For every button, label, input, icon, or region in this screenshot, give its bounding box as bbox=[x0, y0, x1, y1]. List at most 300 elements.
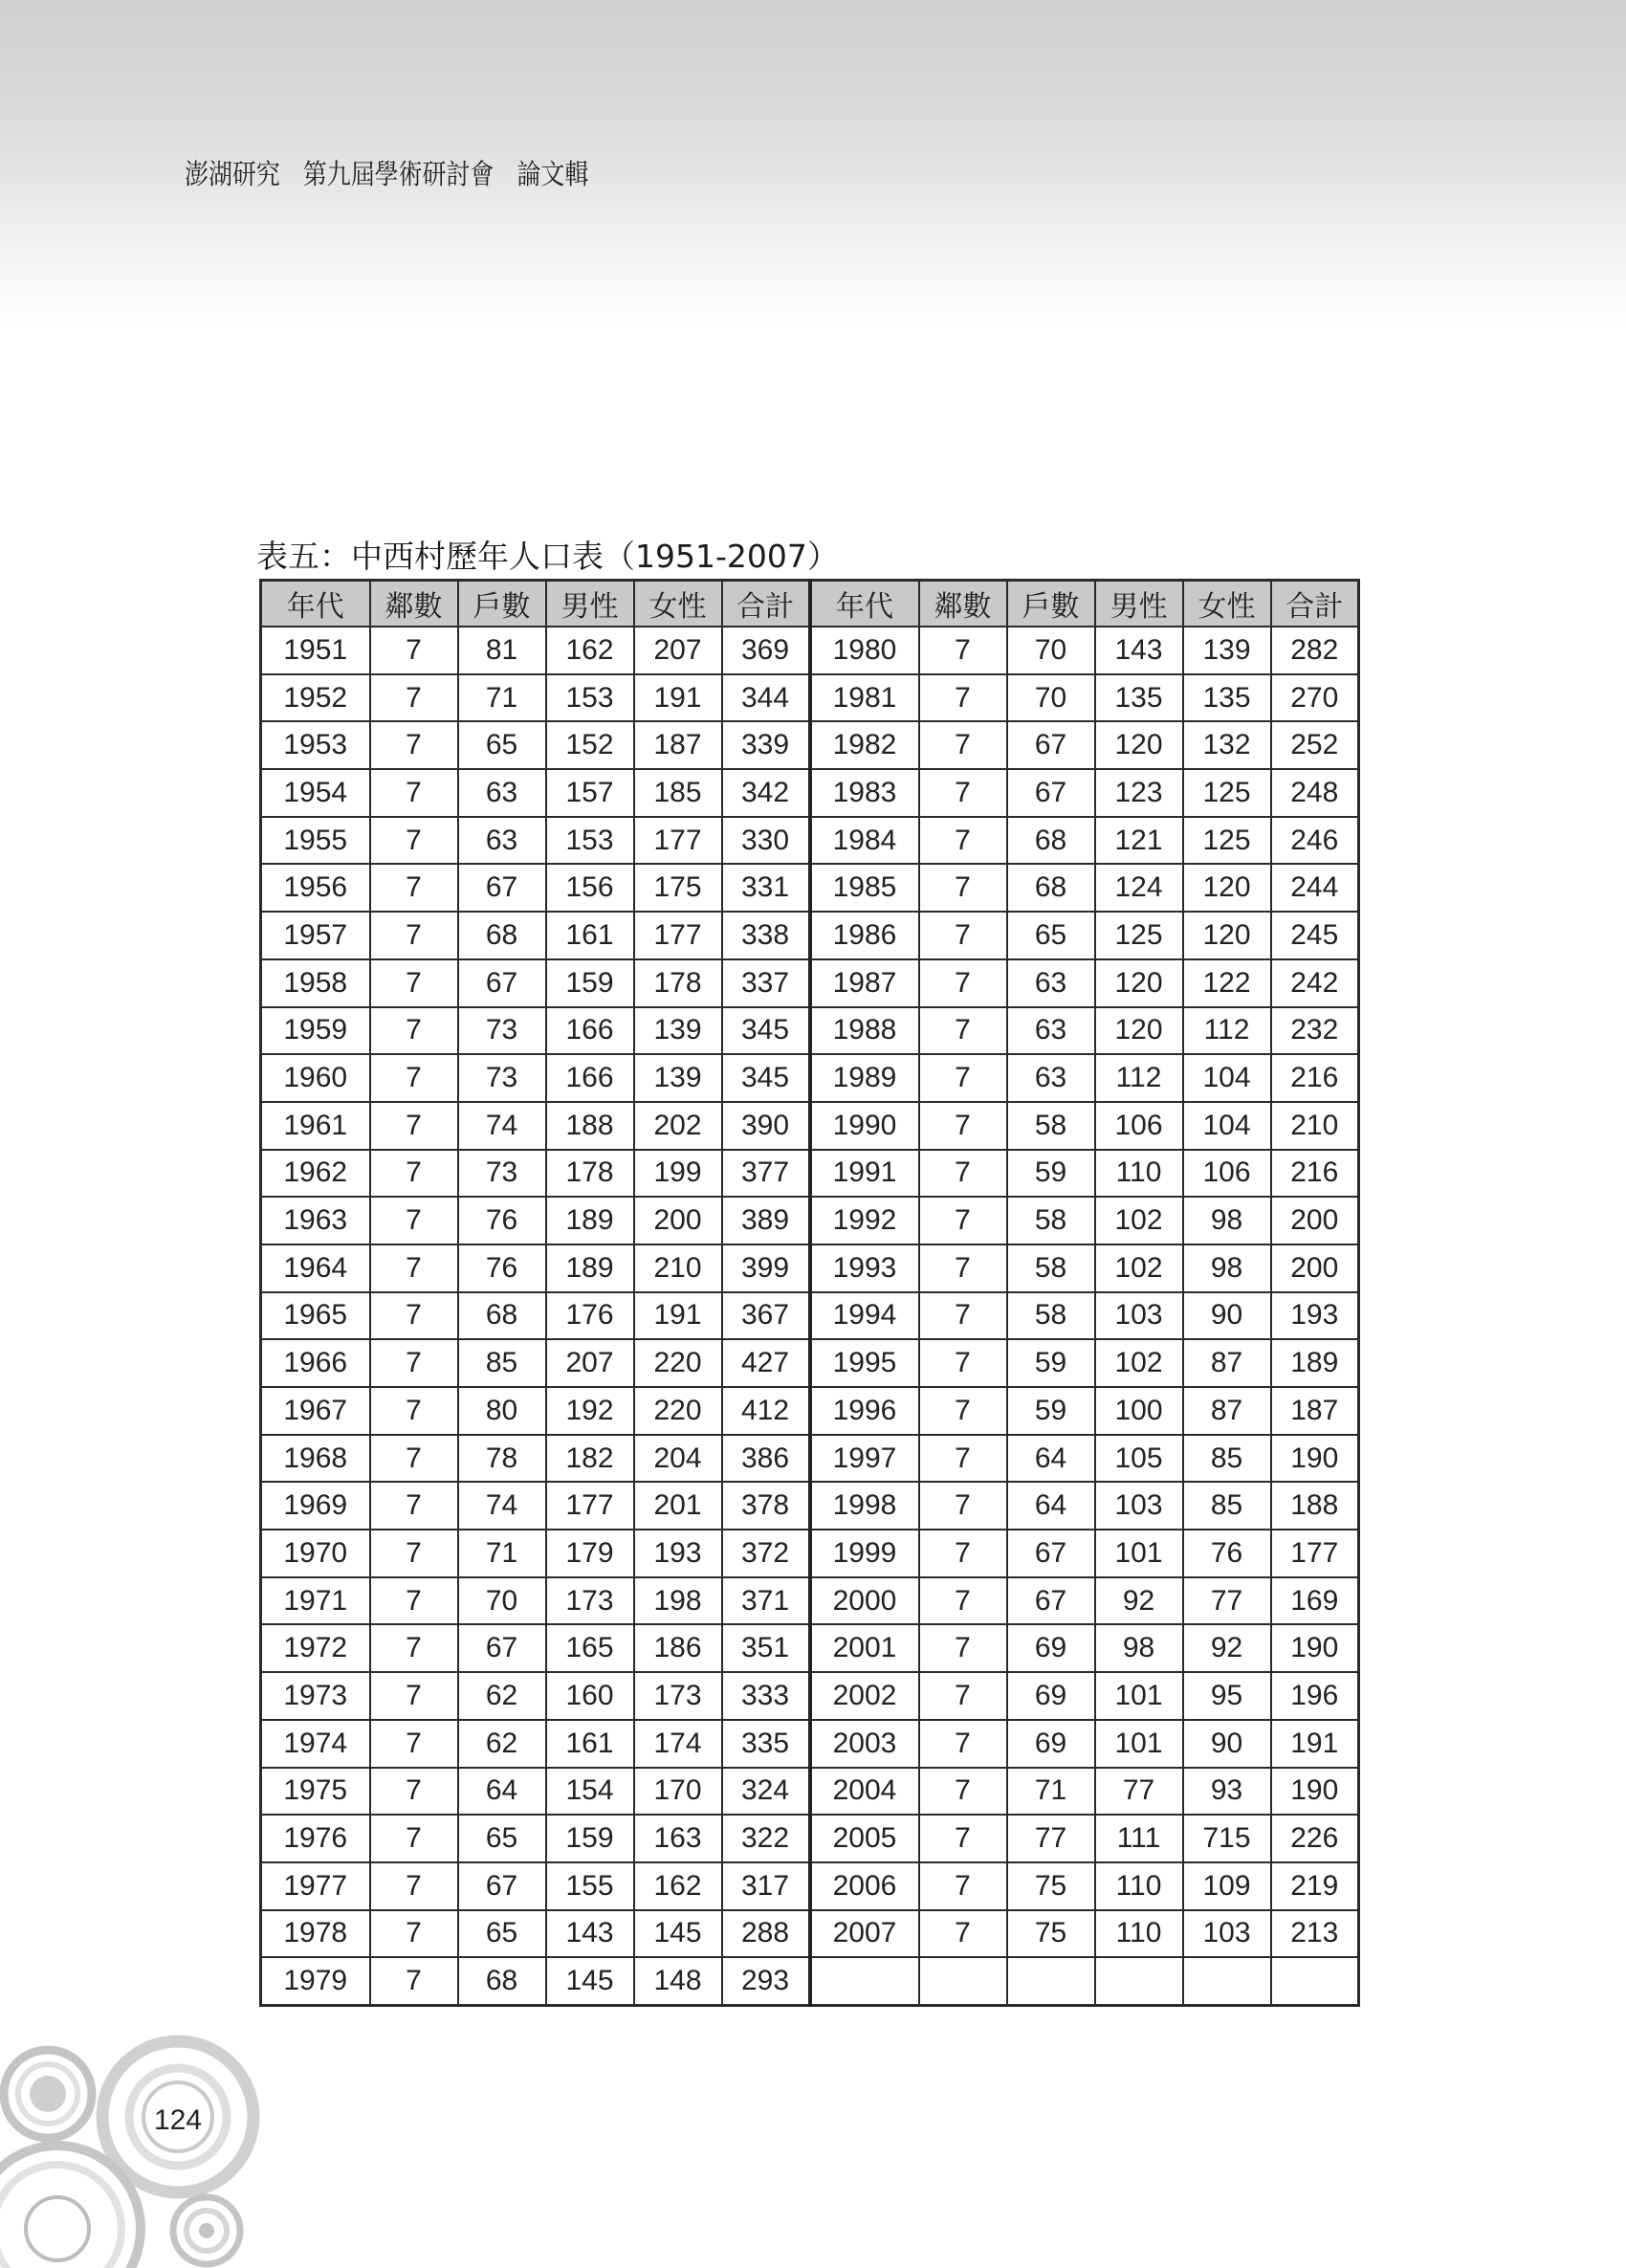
table-cell: 110 bbox=[1095, 1862, 1183, 1910]
table-cell: 64 bbox=[1007, 1482, 1095, 1530]
table-cell: 177 bbox=[634, 912, 722, 959]
table-cell: 220 bbox=[634, 1387, 722, 1435]
year-cell: 1966 bbox=[261, 1339, 370, 1387]
table-cell: 166 bbox=[546, 1007, 634, 1055]
table-cell: 62 bbox=[458, 1720, 546, 1768]
column-header: 鄰數 bbox=[370, 581, 458, 628]
table-cell: 7 bbox=[919, 912, 1007, 959]
table-cell: 98 bbox=[1095, 1624, 1183, 1672]
table-cell: 139 bbox=[634, 1054, 722, 1102]
table-cell: 7 bbox=[370, 1720, 458, 1768]
table-cell: 715 bbox=[1183, 1815, 1271, 1862]
table-cell: 344 bbox=[722, 674, 810, 722]
table-cell: 324 bbox=[722, 1768, 810, 1816]
table-cell: 386 bbox=[722, 1435, 810, 1483]
table-cell: 226 bbox=[1271, 1815, 1359, 1862]
table-cell: 187 bbox=[634, 721, 722, 769]
table-cell: 220 bbox=[634, 1339, 722, 1387]
table-cell: 71 bbox=[458, 674, 546, 722]
table-row bbox=[261, 1339, 1359, 1387]
table-cell: 63 bbox=[458, 769, 546, 817]
table-row bbox=[261, 1624, 1359, 1672]
table-cell: 135 bbox=[1095, 674, 1183, 722]
table-cell: 7 bbox=[370, 1292, 458, 1340]
table-cell: 198 bbox=[634, 1577, 722, 1625]
table-cell: 189 bbox=[1271, 1339, 1359, 1387]
table-row bbox=[261, 1435, 1359, 1483]
table-cell: 177 bbox=[1271, 1530, 1359, 1577]
table-cell: 232 bbox=[1271, 1007, 1359, 1055]
table-cell: 7 bbox=[919, 1672, 1007, 1720]
table-cell: 7 bbox=[370, 1339, 458, 1387]
running-head-proceedings: 論文輯 bbox=[516, 158, 589, 190]
table-row bbox=[261, 674, 1359, 722]
table-row bbox=[261, 1387, 1359, 1435]
year-cell: 2000 bbox=[810, 1577, 919, 1625]
table-header-row bbox=[261, 581, 1359, 628]
table-cell: 105 bbox=[1095, 1435, 1183, 1483]
table-cell: 166 bbox=[546, 1054, 634, 1102]
table-cell: 120 bbox=[1095, 1007, 1183, 1055]
table-cell: 71 bbox=[458, 1530, 546, 1577]
table-cell: 216 bbox=[1271, 1150, 1359, 1198]
table-cell: 67 bbox=[458, 959, 546, 1007]
table-row bbox=[261, 721, 1359, 769]
year-cell: 1988 bbox=[810, 1007, 919, 1055]
year-cell: 1982 bbox=[810, 721, 919, 769]
table-cell: 199 bbox=[634, 1150, 722, 1198]
population-table bbox=[259, 579, 1360, 2007]
table-cell: 148 bbox=[634, 1957, 722, 2005]
table-cell: 81 bbox=[458, 627, 546, 674]
year-cell: 1991 bbox=[810, 1150, 919, 1198]
year-cell: 1992 bbox=[810, 1197, 919, 1244]
table-cell: 73 bbox=[458, 1150, 546, 1198]
year-cell: 1977 bbox=[261, 1862, 370, 1910]
table-row bbox=[261, 769, 1359, 817]
year-cell: 1979 bbox=[261, 1957, 370, 2005]
table-cell: 160 bbox=[546, 1672, 634, 1720]
year-cell: 1989 bbox=[810, 1054, 919, 1102]
table-cell: 7 bbox=[370, 1624, 458, 1672]
table-cell: 165 bbox=[546, 1624, 634, 1672]
table-cell: 7 bbox=[370, 864, 458, 912]
table-cell: 123 bbox=[1095, 769, 1183, 817]
table-cell: 210 bbox=[1271, 1102, 1359, 1150]
year-cell: 1952 bbox=[261, 674, 370, 722]
table-cell: 7 bbox=[370, 959, 458, 1007]
table-row bbox=[261, 959, 1359, 1007]
table-cell: 7 bbox=[370, 1102, 458, 1150]
table-cell: 67 bbox=[1007, 769, 1095, 817]
table-cell: 143 bbox=[546, 1910, 634, 1958]
table-row bbox=[261, 1720, 1359, 1768]
table-cell: 169 bbox=[1271, 1577, 1359, 1625]
year-cell: 1996 bbox=[810, 1387, 919, 1435]
table-cell: 65 bbox=[458, 1815, 546, 1862]
table-cell: 7 bbox=[919, 1150, 1007, 1198]
table-cell: 7 bbox=[370, 912, 458, 959]
table-cell: 372 bbox=[722, 1530, 810, 1577]
page-number: 124 bbox=[153, 2104, 203, 2136]
table-cell: 67 bbox=[1007, 1577, 1095, 1625]
table-cell: 132 bbox=[1183, 721, 1271, 769]
table-cell: 7 bbox=[370, 721, 458, 769]
table-cell: 125 bbox=[1183, 817, 1271, 865]
table-cell: 68 bbox=[1007, 817, 1095, 865]
table-cell: 7 bbox=[370, 674, 458, 722]
table-cell: 7 bbox=[919, 1768, 1007, 1816]
running-head-conference: 第九屆學術研討會 bbox=[302, 158, 494, 190]
year-cell: 2004 bbox=[810, 1768, 919, 1816]
table-cell: 338 bbox=[722, 912, 810, 959]
year-cell: 1954 bbox=[261, 769, 370, 817]
year-cell: 1980 bbox=[810, 627, 919, 674]
year-cell: 1990 bbox=[810, 1102, 919, 1150]
table-cell: 7 bbox=[370, 1197, 458, 1244]
table-cell: 176 bbox=[546, 1292, 634, 1340]
table-cell: 95 bbox=[1183, 1672, 1271, 1720]
table-cell: 156 bbox=[546, 864, 634, 912]
table-row bbox=[261, 1292, 1359, 1340]
table-cell: 7 bbox=[919, 1007, 1007, 1055]
table-cell: 161 bbox=[546, 1720, 634, 1768]
table-cell: 189 bbox=[546, 1244, 634, 1292]
table-cell bbox=[1183, 1957, 1271, 2005]
table-cell: 135 bbox=[1183, 674, 1271, 722]
table-cell: 65 bbox=[458, 721, 546, 769]
table-cell: 7 bbox=[370, 769, 458, 817]
table-cell: 153 bbox=[546, 674, 634, 722]
table-cell: 77 bbox=[1183, 1577, 1271, 1625]
table-cell: 155 bbox=[546, 1862, 634, 1910]
table-cell: 7 bbox=[919, 1292, 1007, 1340]
year-cell: 1970 bbox=[261, 1530, 370, 1577]
table-cell: 87 bbox=[1183, 1387, 1271, 1435]
table-cell: 7 bbox=[919, 1910, 1007, 1958]
table-cell: 7 bbox=[919, 1577, 1007, 1625]
table-cell: 7 bbox=[370, 1007, 458, 1055]
table-cell bbox=[1095, 1957, 1183, 2005]
table-cell: 85 bbox=[1183, 1482, 1271, 1530]
table-cell: 7 bbox=[370, 1957, 458, 2005]
table-cell: 179 bbox=[546, 1530, 634, 1577]
table-cell: 75 bbox=[1007, 1862, 1095, 1910]
table-cell: 159 bbox=[546, 1815, 634, 1862]
table-cell: 187 bbox=[1271, 1387, 1359, 1435]
table-cell: 78 bbox=[458, 1435, 546, 1483]
year-cell: 1983 bbox=[810, 769, 919, 817]
year-cell: 1973 bbox=[261, 1672, 370, 1720]
table-cell: 204 bbox=[634, 1435, 722, 1483]
table-cell: 7 bbox=[370, 817, 458, 865]
table-row bbox=[261, 1007, 1359, 1055]
table-cell: 110 bbox=[1095, 1150, 1183, 1198]
year-cell: 1965 bbox=[261, 1292, 370, 1340]
year-cell: 1995 bbox=[810, 1339, 919, 1387]
table-cell: 193 bbox=[1271, 1292, 1359, 1340]
table-cell: 101 bbox=[1095, 1530, 1183, 1577]
table-cell: 7 bbox=[919, 769, 1007, 817]
year-cell: 1962 bbox=[261, 1150, 370, 1198]
year-cell: 1998 bbox=[810, 1482, 919, 1530]
table-cell: 58 bbox=[1007, 1292, 1095, 1340]
table-cell: 124 bbox=[1095, 864, 1183, 912]
table-row bbox=[261, 627, 1359, 674]
year-cell: 2007 bbox=[810, 1910, 919, 1958]
table-row bbox=[261, 1768, 1359, 1816]
year-cell: 1955 bbox=[261, 817, 370, 865]
table-cell: 58 bbox=[1007, 1102, 1095, 1150]
table-title: 表五：中西村歷年人口表（1951-2007） bbox=[256, 538, 839, 575]
table-cell: 109 bbox=[1183, 1862, 1271, 1910]
table-cell: 67 bbox=[458, 1624, 546, 1672]
table-cell: 103 bbox=[1095, 1292, 1183, 1340]
table-cell: 7 bbox=[919, 1720, 1007, 1768]
year-cell: 1994 bbox=[810, 1292, 919, 1340]
table-cell: 177 bbox=[546, 1482, 634, 1530]
year-cell: 1956 bbox=[261, 864, 370, 912]
table-cell: 120 bbox=[1095, 721, 1183, 769]
table-cell: 98 bbox=[1183, 1244, 1271, 1292]
table-row bbox=[261, 1102, 1359, 1150]
table-cell: 7 bbox=[370, 1577, 458, 1625]
table-cell: 7 bbox=[370, 1244, 458, 1292]
table-cell: 106 bbox=[1095, 1102, 1183, 1150]
table-cell: 58 bbox=[1007, 1197, 1095, 1244]
table-cell: 192 bbox=[546, 1387, 634, 1435]
year-cell: 2003 bbox=[810, 1720, 919, 1768]
table-cell: 120 bbox=[1095, 959, 1183, 1007]
year-cell: 1997 bbox=[810, 1435, 919, 1483]
table-cell: 178 bbox=[634, 959, 722, 1007]
column-header: 合計 bbox=[1271, 581, 1359, 628]
table-cell bbox=[1007, 1957, 1095, 2005]
table-cell: 207 bbox=[634, 627, 722, 674]
table-cell: 76 bbox=[458, 1244, 546, 1292]
column-header: 合計 bbox=[722, 581, 810, 628]
table-cell: 200 bbox=[1271, 1244, 1359, 1292]
table-cell: 399 bbox=[722, 1244, 810, 1292]
year-cell: 1975 bbox=[261, 1768, 370, 1816]
table-cell: 162 bbox=[546, 627, 634, 674]
table-row bbox=[261, 1530, 1359, 1577]
table-cell: 7 bbox=[370, 1910, 458, 1958]
table-cell: 110 bbox=[1095, 1910, 1183, 1958]
table-cell: 102 bbox=[1095, 1244, 1183, 1292]
table-cell: 378 bbox=[722, 1482, 810, 1530]
year-cell: 1963 bbox=[261, 1197, 370, 1244]
table-cell: 7 bbox=[919, 627, 1007, 674]
table-cell: 62 bbox=[458, 1672, 546, 1720]
table-cell: 246 bbox=[1271, 817, 1359, 865]
table-cell: 70 bbox=[1007, 674, 1095, 722]
table-cell: 92 bbox=[1095, 1577, 1183, 1625]
table-cell: 98 bbox=[1183, 1197, 1271, 1244]
table-cell: 139 bbox=[634, 1007, 722, 1055]
table-cell: 106 bbox=[1183, 1150, 1271, 1198]
year-cell: 1986 bbox=[810, 912, 919, 959]
table-cell: 7 bbox=[919, 1339, 1007, 1387]
year-cell bbox=[810, 1957, 919, 2005]
table-cell: 68 bbox=[458, 1292, 546, 1340]
table-cell: 216 bbox=[1271, 1054, 1359, 1102]
table-cell: 104 bbox=[1183, 1054, 1271, 1102]
table-cell: 139 bbox=[1183, 627, 1271, 674]
table-cell: 190 bbox=[1271, 1624, 1359, 1672]
table-cell: 178 bbox=[546, 1150, 634, 1198]
table-row bbox=[261, 912, 1359, 959]
column-header: 女性 bbox=[1183, 581, 1271, 628]
table-cell: 90 bbox=[1183, 1720, 1271, 1768]
table-cell: 69 bbox=[1007, 1624, 1095, 1672]
circle-group-bottom-right bbox=[173, 2197, 240, 2264]
table-cell: 270 bbox=[1271, 674, 1359, 722]
table-cell: 7 bbox=[919, 721, 1007, 769]
table-cell: 7 bbox=[919, 674, 1007, 722]
table-cell: 330 bbox=[722, 817, 810, 865]
table-cell: 188 bbox=[1271, 1482, 1359, 1530]
table-cell: 200 bbox=[634, 1197, 722, 1244]
table-cell: 7 bbox=[370, 1815, 458, 1862]
table-cell: 143 bbox=[1095, 627, 1183, 674]
year-cell: 1951 bbox=[261, 627, 370, 674]
table-cell: 219 bbox=[1271, 1862, 1359, 1910]
table-cell: 7 bbox=[919, 1102, 1007, 1150]
year-cell: 1978 bbox=[261, 1910, 370, 1958]
table-cell: 145 bbox=[634, 1910, 722, 1958]
year-cell: 2006 bbox=[810, 1862, 919, 1910]
table-cell: 120 bbox=[1183, 912, 1271, 959]
table-cell: 68 bbox=[1007, 864, 1095, 912]
table-cell: 7 bbox=[919, 1530, 1007, 1577]
column-header: 女性 bbox=[634, 581, 722, 628]
table-cell: 76 bbox=[1183, 1530, 1271, 1577]
column-header: 年代 bbox=[261, 581, 370, 628]
table-cell: 102 bbox=[1095, 1197, 1183, 1244]
table-cell: 282 bbox=[1271, 627, 1359, 674]
table-cell: 342 bbox=[722, 769, 810, 817]
table-cell: 65 bbox=[1007, 912, 1095, 959]
table-cell: 213 bbox=[1271, 1910, 1359, 1958]
table-cell: 77 bbox=[1007, 1815, 1095, 1862]
table-cell: 69 bbox=[1007, 1672, 1095, 1720]
table-cell: 170 bbox=[634, 1768, 722, 1816]
table-cell: 7 bbox=[919, 1862, 1007, 1910]
year-cell: 1968 bbox=[261, 1435, 370, 1483]
table-cell: 85 bbox=[1183, 1435, 1271, 1483]
column-header: 戶數 bbox=[458, 581, 546, 628]
table-cell: 76 bbox=[458, 1197, 546, 1244]
table-cell bbox=[919, 1957, 1007, 2005]
running-head-journal: 澎湖研究 bbox=[185, 158, 280, 190]
table-cell: 65 bbox=[458, 1910, 546, 1958]
table-cell: 63 bbox=[458, 817, 546, 865]
table-row bbox=[261, 1054, 1359, 1102]
year-cell: 1964 bbox=[261, 1244, 370, 1292]
table-cell: 191 bbox=[634, 674, 722, 722]
table-cell: 67 bbox=[458, 864, 546, 912]
table-cell: 186 bbox=[634, 1624, 722, 1672]
table-cell: 191 bbox=[1271, 1720, 1359, 1768]
table-body bbox=[261, 627, 1359, 2005]
year-cell: 1959 bbox=[261, 1007, 370, 1055]
table-cell bbox=[1271, 1957, 1359, 2005]
table-cell: 333 bbox=[722, 1672, 810, 1720]
table-cell: 174 bbox=[634, 1720, 722, 1768]
table-cell: 345 bbox=[722, 1007, 810, 1055]
table-cell: 103 bbox=[1183, 1910, 1271, 1958]
table-cell: 191 bbox=[634, 1292, 722, 1340]
table-cell: 201 bbox=[634, 1482, 722, 1530]
table-cell: 71 bbox=[1007, 1768, 1095, 1816]
table-cell: 345 bbox=[722, 1054, 810, 1102]
table-cell: 85 bbox=[458, 1339, 546, 1387]
year-cell: 2005 bbox=[810, 1815, 919, 1862]
year-cell: 1984 bbox=[810, 817, 919, 865]
table-cell: 102 bbox=[1095, 1339, 1183, 1387]
year-cell: 1987 bbox=[810, 959, 919, 1007]
table-cell: 154 bbox=[546, 1768, 634, 1816]
table-row bbox=[261, 1197, 1359, 1244]
table-cell: 63 bbox=[1007, 959, 1095, 1007]
table-cell: 161 bbox=[546, 912, 634, 959]
table-cell: 112 bbox=[1095, 1054, 1183, 1102]
table-cell: 7 bbox=[919, 1387, 1007, 1435]
table-cell: 67 bbox=[1007, 1530, 1095, 1577]
table-cell: 92 bbox=[1183, 1624, 1271, 1672]
table-cell: 252 bbox=[1271, 721, 1359, 769]
table-cell: 196 bbox=[1271, 1672, 1359, 1720]
table-cell: 331 bbox=[722, 864, 810, 912]
table-cell: 75 bbox=[1007, 1910, 1095, 1958]
table-cell: 7 bbox=[919, 817, 1007, 865]
table-cell: 210 bbox=[634, 1244, 722, 1292]
table-cell: 190 bbox=[1271, 1768, 1359, 1816]
table-cell: 145 bbox=[546, 1957, 634, 2005]
table-cell: 248 bbox=[1271, 769, 1359, 817]
table-cell: 175 bbox=[634, 864, 722, 912]
year-cell: 1960 bbox=[261, 1054, 370, 1102]
table-cell: 125 bbox=[1095, 912, 1183, 959]
table-cell: 77 bbox=[1095, 1768, 1183, 1816]
table-cell: 157 bbox=[546, 769, 634, 817]
table-cell: 112 bbox=[1183, 1007, 1271, 1055]
table-cell: 74 bbox=[458, 1102, 546, 1150]
table-cell: 339 bbox=[722, 721, 810, 769]
table-cell: 190 bbox=[1271, 1435, 1359, 1483]
year-cell: 2002 bbox=[810, 1672, 919, 1720]
concentric-circles-icon bbox=[0, 2018, 287, 2268]
column-header: 戶數 bbox=[1007, 581, 1095, 628]
year-cell: 1953 bbox=[261, 721, 370, 769]
table-cell: 68 bbox=[458, 912, 546, 959]
table-cell: 68 bbox=[458, 1957, 546, 2005]
table-cell: 7 bbox=[370, 1387, 458, 1435]
year-cell: 1971 bbox=[261, 1577, 370, 1625]
year-cell: 1967 bbox=[261, 1387, 370, 1435]
table-row bbox=[261, 1957, 1359, 2005]
table-cell: 412 bbox=[722, 1387, 810, 1435]
table-cell: 103 bbox=[1095, 1482, 1183, 1530]
table-row bbox=[261, 864, 1359, 912]
table-cell: 90 bbox=[1183, 1292, 1271, 1340]
table-cell: 7 bbox=[370, 1435, 458, 1483]
table-row bbox=[261, 817, 1359, 865]
table-cell: 7 bbox=[370, 1672, 458, 1720]
table-cell: 101 bbox=[1095, 1720, 1183, 1768]
circle-group-top-left bbox=[4, 2050, 92, 2138]
